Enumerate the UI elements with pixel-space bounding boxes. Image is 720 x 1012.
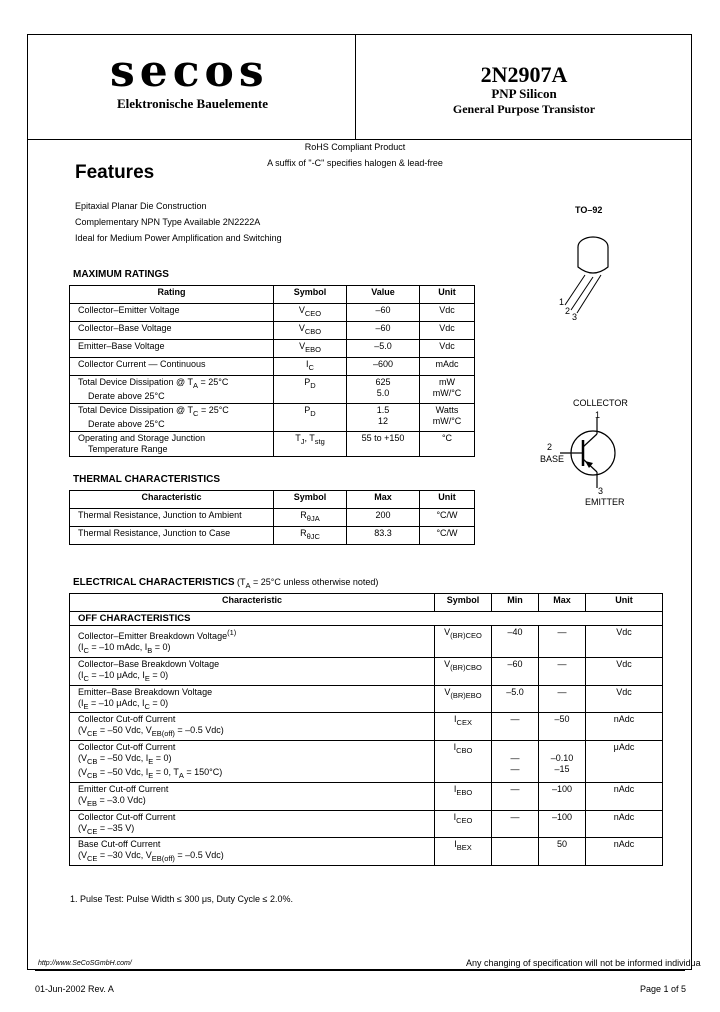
thermal-title: THERMAL CHARACTERISTICS [73, 474, 221, 485]
value-cell: 1.5 12 [347, 403, 420, 431]
rating-cell: Total Device Dissipation @ $T_A = 25^\circ C$ Derate above 25°C [70, 376, 274, 404]
min-cell: — [492, 713, 539, 741]
table-row [70, 403, 475, 431]
part-type: PNP Silicon [491, 86, 557, 101]
unit-cell: mW mW/°C [420, 376, 475, 404]
emitter-label: EMITTER [585, 497, 625, 507]
part-description: General Purpose Transistor [452, 102, 596, 116]
table-row [70, 304, 475, 322]
pin-label: 1 [559, 297, 565, 307]
package-label: TO–92 [575, 205, 603, 215]
value-cell: –600 [347, 358, 420, 376]
symbol-cell: $V_{(BR)CEO}$ [435, 626, 492, 658]
symbol-cell: $I_C$ [274, 358, 347, 376]
table-row [70, 527, 475, 545]
collector-label: COLLECTOR [573, 398, 628, 408]
header-cell: Symbol [435, 594, 492, 612]
max-cell: 83.3 [347, 527, 420, 545]
value-cell: –60 [347, 322, 420, 340]
unit-cell: mAdc [420, 358, 475, 376]
unit-cell: Vdc [586, 685, 663, 713]
table-row [70, 376, 475, 404]
header-cell: Max [347, 491, 420, 509]
rating-cell: Emitter–Base Voltage [70, 340, 274, 358]
table-row [70, 322, 475, 340]
rohs-line: RoHS Compliant Product [304, 142, 406, 152]
unit-cell: Vdc [420, 322, 475, 340]
table-row [70, 431, 475, 456]
footer-url[interactable]: http://www.SeCoSGmbH.com/ [38, 960, 132, 967]
max-cell: –100 [539, 810, 586, 838]
symbol-cell: $I_{CBO}$ [435, 741, 492, 783]
header-cell: Unit [420, 286, 475, 304]
features-title: Features [75, 162, 155, 183]
min-cell: –40 [492, 626, 539, 658]
min-cell: –5.0 [492, 685, 539, 713]
unit-cell: Watts mW/°C [420, 403, 475, 431]
footer-notice: Any changing of specification will not be informed individua [466, 958, 701, 968]
char-cell: Emitter–Base Breakdown Voltage ($I_E = -10$ μAdc, $I_C = 0$) [70, 685, 435, 713]
unit-cell: °C/W [420, 509, 475, 527]
max-cell: — [539, 685, 586, 713]
footnote: 1. Pulse Test: Pulse Width ≤ 300 μs, Duty Cycle ≤ 2.0%. [70, 894, 293, 904]
value-cell: 55 to +150 [347, 431, 420, 456]
off-characteristics-heading: OFF CHARACTERISTICS [70, 612, 663, 626]
unit-cell: Vdc [586, 626, 663, 658]
symbol-cell: $I_{EBO}$ [435, 782, 492, 810]
feature-item: Epitaxial Planar Die Construction [75, 201, 207, 211]
feature-item: Ideal for Medium Power Amplification and Switching [75, 233, 282, 243]
thermal-table [69, 490, 475, 545]
collector-pin: 1 [595, 410, 601, 420]
rating-cell: Collector–Emitter Voltage [70, 304, 274, 322]
unit-cell: nAdc [586, 810, 663, 838]
symbol-cell: $I_{CEO}$ [435, 810, 492, 838]
max-cell: –0.10 –15 [539, 741, 586, 783]
unit-cell: Vdc [420, 340, 475, 358]
table-row [70, 626, 663, 658]
unit-cell: nAdc [586, 782, 663, 810]
symbol-cell: $V_{CBO}$ [274, 322, 347, 340]
rating-cell: Collector Current — Continuous [70, 358, 274, 376]
min-cell [492, 838, 539, 866]
min-cell: — — [492, 741, 539, 783]
feature-item: Complementary NPN Type Available 2N2222A [75, 217, 261, 227]
symbol-cell: $V_{(BR)EBO}$ [435, 685, 492, 713]
table-row [70, 782, 663, 810]
min-cell: — [492, 810, 539, 838]
company-logo: secos [110, 46, 269, 97]
symbol-cell: $V_{(BR)CBO}$ [435, 657, 492, 685]
value-cell: 625 5.0 [347, 376, 420, 404]
max-cell: –50 [539, 713, 586, 741]
base-label: BASE [540, 454, 565, 464]
max-cell: — [539, 657, 586, 685]
char-cell: Collector Cut-off Current ($V_{CE} = -50$ Vdc, $V_{EB(off)} = -0.5$ Vdc) [70, 713, 435, 741]
header-cell: Symbol [274, 286, 347, 304]
header-cell: Value [347, 286, 420, 304]
unit-cell: °C [420, 431, 475, 456]
char-cell: Thermal Resistance, Junction to Ambient [70, 509, 274, 527]
char-cell: Collector–Emitter Breakdown Voltage$^{(1)}$ ($I_C = -10$ mAdc, $I_B = 0$) [70, 626, 435, 658]
table-row [70, 509, 475, 527]
unit-cell: μAdc [586, 741, 663, 783]
header-cell: Unit [420, 491, 475, 509]
max-ratings-title: MAXIMUM RATINGS [73, 269, 169, 280]
table-row [70, 810, 663, 838]
pin-label: 2 [565, 306, 571, 316]
symbol-cell: $V_{EBO}$ [274, 340, 347, 358]
header-cell: Characteristic [70, 491, 274, 509]
header-cell: Max [539, 594, 586, 612]
base-pin: 2 [547, 442, 553, 452]
page-number: Page 1 of 5 [640, 984, 687, 994]
value-cell: –60 [347, 304, 420, 322]
table-row [70, 612, 663, 626]
revision-date: 01-Jun-2002 Rev. A [35, 984, 114, 994]
header-cell: Min [492, 594, 539, 612]
max-cell: — [539, 626, 586, 658]
header-cell: Unit [586, 594, 663, 612]
unit-cell: Vdc [586, 657, 663, 685]
rating-cell: Operating and Storage Junction Temperature Range [70, 431, 274, 456]
table-row [70, 685, 663, 713]
table-header-row [70, 594, 663, 612]
max-cell: 200 [347, 509, 420, 527]
max-ratings-table [69, 285, 475, 457]
symbol-cell: $I_{BEX}$ [435, 838, 492, 866]
table-row [70, 838, 663, 866]
char-cell: Collector Cut-off Current ($V_{CE} = -35$ V) [70, 810, 435, 838]
electrical-title: ELECTRICAL CHARACTERISTICS ($T_A = 25^\circ C$ unless otherwise noted) [73, 577, 379, 590]
value-cell: –5.0 [347, 340, 420, 358]
max-cell: 50 [539, 838, 586, 866]
unit-cell: °C/W [420, 527, 475, 545]
header-divider [27, 139, 692, 140]
table-header-row [70, 491, 475, 509]
header-cell: Characteristic [70, 594, 435, 612]
table-row [70, 340, 475, 358]
max-cell: –100 [539, 782, 586, 810]
table-row [70, 657, 663, 685]
unit-cell: nAdc [586, 838, 663, 866]
char-cell: Base Cut-off Current ($V_{CE} = -30$ Vdc, $V_{EB(off)} = -0.5$ Vdc) [70, 838, 435, 866]
part-number: 2N2907A [480, 62, 568, 87]
rating-cell: Total Device Dissipation @ $T_C = 25^\circ C$ Derate above 25°C [70, 403, 274, 431]
symbol-cell: $T_J$, $T_{stg}$ [274, 431, 347, 456]
symbol-cell: $R_{\theta JA}$ [274, 509, 347, 527]
header-cell: Rating [70, 286, 274, 304]
pnp-schematic-icon [555, 418, 625, 488]
char-cell: Collector Cut-off Current ($V_{CB} = -50$ Vdc, $I_E = 0$) ($V_{CB} = -50$ Vdc, $I_E = 0$, $T_A = 150^\circ C$) [70, 741, 435, 783]
unit-cell: Vdc [420, 304, 475, 322]
symbol-cell: $P_D$ [274, 376, 347, 404]
symbol-cell: $P_D$ [274, 403, 347, 431]
symbol-cell: $I_{CEX}$ [435, 713, 492, 741]
unit-cell: nAdc [586, 713, 663, 741]
table-header-row [70, 286, 475, 304]
symbol-cell: $R_{\theta JC}$ [274, 527, 347, 545]
pin-label: 3 [572, 312, 578, 322]
electrical-table [69, 593, 663, 866]
char-cell: Collector–Base Breakdown Voltage ($I_C = -10$ μAdc, $I_E = 0$) [70, 657, 435, 685]
table-row [70, 713, 663, 741]
table-row [70, 741, 663, 783]
symbol-cell: $V_{CEO}$ [274, 304, 347, 322]
table-row [70, 358, 475, 376]
header-cell: Symbol [274, 491, 347, 509]
min-cell: — [492, 782, 539, 810]
company-tagline: Elektronische Bauelemente [116, 96, 269, 111]
emitter-pin: 3 [598, 486, 604, 496]
footer-divider [35, 970, 685, 971]
rating-cell: Collector–Base Voltage [70, 322, 274, 340]
halogen-line: A suffix of "-C" specifies halogen & lead-free [267, 158, 443, 168]
char-cell: Emitter Cut-off Current ($V_{EB} = -3.0$ Vdc) [70, 782, 435, 810]
char-cell: Thermal Resistance, Junction to Case [70, 527, 274, 545]
min-cell: –60 [492, 657, 539, 685]
